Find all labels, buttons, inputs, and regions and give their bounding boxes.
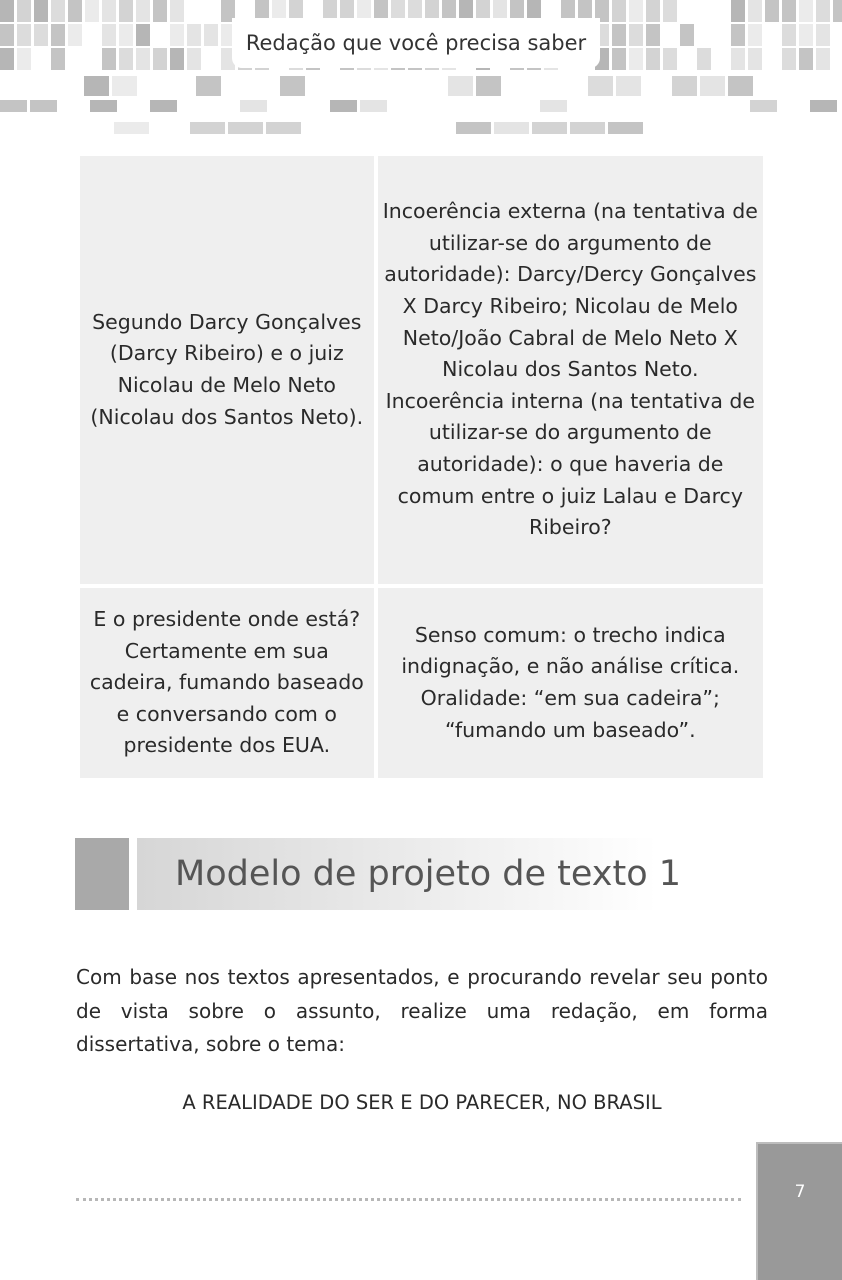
- mosaic-tile: [170, 24, 184, 46]
- mosaic-tile: [0, 0, 14, 22]
- table-row: [80, 588, 763, 778]
- mosaic-tile: [34, 24, 48, 46]
- excerpt-cell: Segundo Darcy Gonçalves (Darcy Ribeiro) e o juiz Nicolau de Melo Neto (Nicolau dos Santos Neto).: [80, 156, 374, 584]
- mosaic-tile: [119, 48, 133, 70]
- mosaic-tile: [17, 48, 31, 70]
- section-heading: [75, 838, 775, 910]
- section-title: Modelo de projeto de texto 1: [175, 854, 682, 894]
- mosaic-tile: [750, 100, 777, 112]
- mosaic-tile: [765, 0, 779, 22]
- mosaic-tile: [153, 48, 167, 70]
- mosaic-tile: [240, 100, 267, 112]
- mosaic-tile: [153, 0, 167, 22]
- mosaic-tile: [448, 76, 473, 96]
- mosaic-tile: [612, 0, 626, 22]
- mosaic-tile: [0, 100, 27, 112]
- mosaic-tile: [456, 122, 491, 134]
- mosaic-tile: [700, 76, 725, 96]
- mosaic-tile: [187, 24, 201, 46]
- mosaic-tile: [532, 122, 567, 134]
- mosaic-tile: [810, 100, 837, 112]
- mosaic-tile: [728, 76, 753, 96]
- mosaic-tile: [697, 48, 711, 70]
- mosaic-tile: [170, 48, 184, 70]
- mosaic-tile: [663, 48, 677, 70]
- mosaic-tile: [782, 0, 796, 22]
- mosaic-tile: [90, 100, 117, 112]
- mosaic-tile: [119, 0, 133, 22]
- mosaic-tile: [17, 24, 31, 46]
- mosaic-tile: [663, 0, 677, 22]
- mosaic-tile: [570, 122, 605, 134]
- mosaic-tile: [782, 24, 796, 46]
- mosaic-tile: [34, 0, 48, 22]
- mosaic-tile: [190, 122, 225, 134]
- mosaic-tile: [799, 24, 813, 46]
- analysis-table: [76, 152, 767, 782]
- mosaic-tile: [588, 76, 613, 96]
- page-number: 7: [794, 1182, 806, 1202]
- mosaic-tile: [102, 24, 116, 46]
- mosaic-tile: [672, 76, 697, 96]
- mosaic-tile: [629, 48, 643, 70]
- mosaic-tile: [68, 0, 82, 22]
- mosaic-tile: [204, 24, 218, 46]
- mosaic-tile: [330, 100, 357, 112]
- mosaic-tile: [84, 76, 109, 96]
- mosaic-tile: [228, 122, 263, 134]
- mosaic-tile: [612, 48, 626, 70]
- mosaic-tile: [608, 122, 643, 134]
- mosaic-tile: [51, 0, 65, 22]
- mosaic-tile: [476, 76, 501, 96]
- mosaic-tile: [629, 24, 643, 46]
- mosaic-tile: [540, 100, 567, 112]
- mosaic-tile: [136, 48, 150, 70]
- excerpt-cell: E o presidente onde está? Certamente em sua cadeira, fumando baseado e conversando com o presidente dos EUA.: [80, 588, 374, 778]
- mosaic-tile: [731, 48, 745, 70]
- mosaic-tile: [748, 48, 762, 70]
- mosaic-tile: [833, 0, 842, 22]
- mosaic-tile: [51, 24, 65, 46]
- mosaic-tile: [30, 100, 57, 112]
- mosaic-tile: [816, 48, 830, 70]
- essay-theme: A REALIDADE DO SER E DO PARECER, NO BRASIL: [182, 1091, 662, 1114]
- mosaic-tile: [646, 24, 660, 46]
- mosaic-tile: [170, 0, 184, 22]
- mosaic-tile: [17, 0, 31, 22]
- mosaic-tile: [187, 48, 201, 70]
- intro-paragraph: Com base nos textos apresentados, e procurando revelar seu ponto de vista sobre o assunto, realize uma redação, em forma dissertativa, sobre o tema:: [76, 965, 768, 1056]
- mosaic-tile: [731, 24, 745, 46]
- mosaic-tile: [266, 122, 301, 134]
- analysis-cell: Senso comum: o trecho indica indignação, e não análise crítica. Oralidade: “em sua cadeira”; “fumando um baseado”.: [378, 588, 763, 778]
- mosaic-tile: [85, 0, 99, 22]
- mosaic-tile: [196, 76, 221, 96]
- mosaic-tile: [799, 48, 813, 70]
- table-row: [80, 156, 763, 584]
- mosaic-tile: [119, 24, 133, 46]
- mosaic-tile: [68, 24, 82, 46]
- mosaic-tile: [51, 48, 65, 70]
- mosaic-tile: [136, 24, 150, 46]
- mosaic-tile: [136, 0, 150, 22]
- mosaic-tile: [629, 0, 643, 22]
- mosaic-tile: [782, 48, 796, 70]
- mosaic-tile: [0, 24, 14, 46]
- mosaic-tile: [0, 48, 14, 70]
- mosaic-tile: [280, 76, 305, 96]
- mosaic-tile: [748, 24, 762, 46]
- mosaic-tile: [612, 24, 626, 46]
- mosaic-tile: [150, 100, 177, 112]
- mosaic-tile: [680, 24, 694, 46]
- mosaic-tile: [816, 24, 830, 46]
- mosaic-tile: [816, 0, 830, 22]
- mosaic-tile: [731, 0, 745, 22]
- page-number-box: [750, 1136, 842, 1280]
- analysis-cell: Incoerência externa (na tentativa de utilizar-se do argumento de autoridade): Darcy/Dercy Gonçalves X Darcy Ribeiro; Nicolau de Melo Neto/João Cabral de Melo Neto X Nicolau dos Santos Neto. Incoerência interna (na tentativa de utilizar-se do argumento de autoridade): o que haveria de comum entre o juiz Lalau e Darcy Ribeiro?: [378, 156, 763, 584]
- mosaic-tile: [799, 0, 813, 22]
- mosaic-tile: [646, 0, 660, 22]
- mosaic-tile: [102, 48, 116, 70]
- mosaic-tile: [748, 0, 762, 22]
- mosaic-tile: [616, 76, 641, 96]
- mosaic-tile: [494, 122, 529, 134]
- mosaic-tile: [102, 0, 116, 22]
- mosaic-tile: [646, 48, 660, 70]
- mosaic-tile: [360, 100, 387, 112]
- mosaic-tile: [112, 76, 137, 96]
- heading-marker: [75, 838, 129, 910]
- footer-dotted-rule: [76, 1198, 741, 1201]
- mosaic-tile: [114, 122, 149, 134]
- running-header-title: Redação que você precisa saber: [232, 18, 600, 68]
